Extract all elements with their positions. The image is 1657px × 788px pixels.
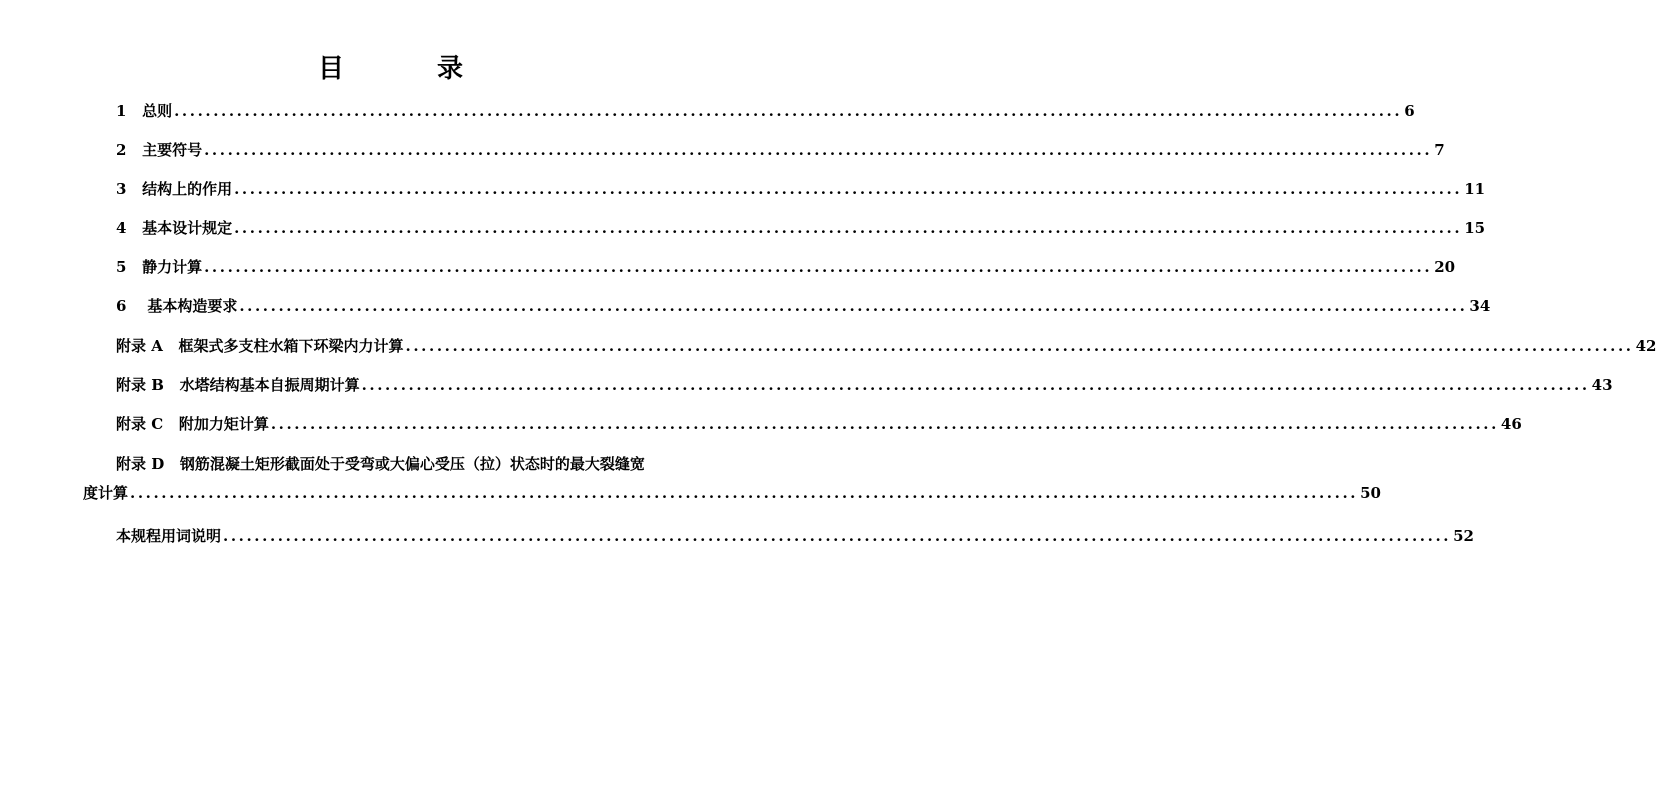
- toc-entry-label: 3 结构上的作用: [116, 180, 233, 198]
- toc-page-number: 11: [1464, 180, 1486, 198]
- dot-leader: .............................................................................................................................................................: [270, 415, 1499, 433]
- dot-leader: .............................................................................................................................................................: [223, 527, 1452, 545]
- toc-page-number: 46: [1500, 415, 1522, 433]
- toc-entry-label: 本规程用词说明: [116, 527, 222, 545]
- toc-page-number: 6: [1404, 102, 1415, 120]
- toc-entry-2[interactable]: [116, 139, 1445, 161]
- toc-entry-label: 2 主要符号: [116, 141, 203, 159]
- toc-entry-label-continued: 度计算: [83, 484, 129, 502]
- toc-entry-label: 附录 B 水塔结构基本自振周期计算: [116, 376, 360, 394]
- toc-entry-5[interactable]: [116, 256, 1456, 278]
- toc-entry-4[interactable]: [116, 217, 1486, 239]
- toc-entry-label: 附录 A 框架式多支柱水箱下环梁内力计算: [116, 337, 404, 355]
- toc-entry-appendix-b[interactable]: [116, 374, 1613, 396]
- toc-entry-label: 5 静力计算: [116, 258, 203, 276]
- toc-entry-continuation: [83, 482, 1381, 504]
- dot-leader: .............................................................................................................................................................: [204, 258, 1433, 276]
- toc-entry-label: 6 基本构造要求: [116, 297, 238, 315]
- toc-page-number: 50: [1360, 484, 1381, 502]
- toc-entry-label: 1 总则: [116, 102, 173, 120]
- toc-entry-appendix-d[interactable]: [83, 453, 1381, 503]
- toc-entry-appendix-c[interactable]: [116, 413, 1522, 435]
- dot-leader: .............................................................................................................................................................: [130, 484, 1359, 502]
- toc-entry-6[interactable]: [116, 295, 1491, 317]
- dot-leader: .............................................................................................................................................................: [405, 337, 1634, 355]
- toc-page-number: 15: [1464, 219, 1486, 237]
- toc-entry-label: 附录 C 附加力矩计算: [116, 415, 269, 433]
- toc-page-number: 20: [1434, 258, 1456, 276]
- toc-entry-glossary[interactable]: [116, 525, 1474, 547]
- toc-page-number: 7: [1434, 141, 1445, 159]
- toc-entry-label: 4 基本设计规定: [116, 219, 233, 237]
- toc-entry-label: 附录 D 钢筋混凝土矩形截面处于受弯或大偏心受压（拉）状态时的最大裂缝宽: [116, 455, 645, 473]
- toc-entry-1[interactable]: [116, 100, 1415, 122]
- dot-leader: .............................................................................................................................................................: [239, 297, 1468, 315]
- toc-page-number: 34: [1469, 297, 1491, 315]
- toc-entry-appendix-a[interactable]: [116, 335, 1657, 357]
- dot-leader: .............................................................................................................................................................: [234, 219, 1463, 237]
- toc-entry-3[interactable]: [116, 178, 1486, 200]
- dot-leader: .............................................................................................................................................................: [204, 141, 1433, 159]
- toc-page-number: 42: [1635, 337, 1657, 355]
- toc-page-number: 43: [1591, 376, 1613, 394]
- dot-leader: .............................................................................................................................................................: [234, 180, 1463, 198]
- dot-leader: .............................................................................................................................................................: [361, 376, 1590, 394]
- toc-page-number: 52: [1453, 527, 1474, 545]
- page-title: 目 录: [317, 54, 506, 84]
- dot-leader: .............................................................................................................................................................: [174, 102, 1403, 120]
